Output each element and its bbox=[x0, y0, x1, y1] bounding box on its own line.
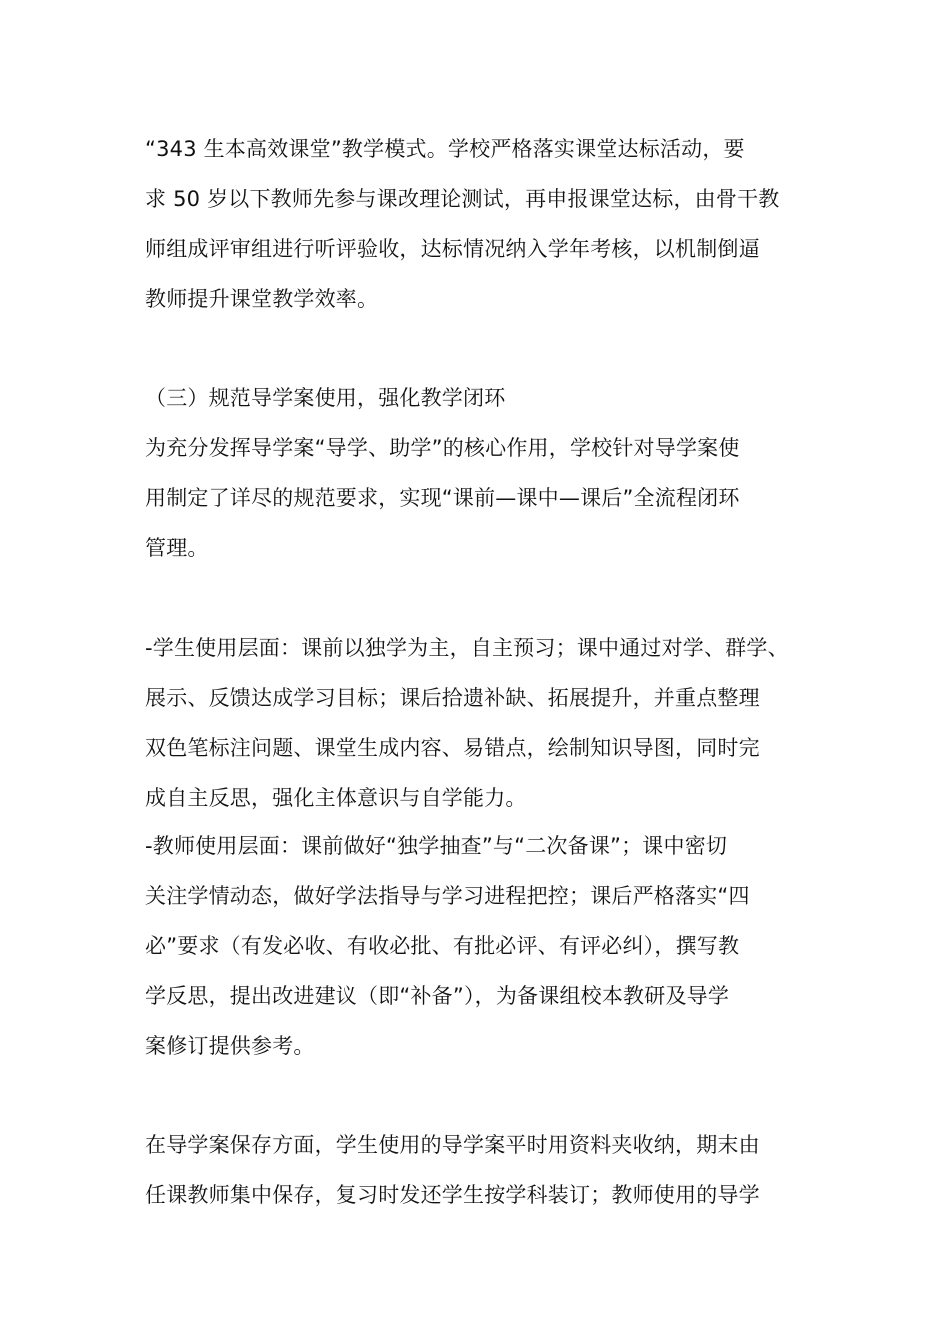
text-line: 关注学情动态，做好学法指导与学习进程把控；课后严格落实“四 bbox=[145, 884, 750, 908]
text-line: 必”要求（有发必收、有收必批、有批必评、有评必纠），撰写教 bbox=[145, 934, 740, 958]
text-line: 展示、反馈达成学习目标；课后拾遗补缺、拓展提升，并重点整理 bbox=[145, 686, 760, 710]
text-line: 任课教师集中保存，复习时发还学生按学科装订；教师使用的导学 bbox=[145, 1183, 760, 1207]
text-line: 管理。 bbox=[145, 536, 209, 560]
text-line: 用制定了详尽的规范要求，实现“课前—课中—课后”全流程闭环 bbox=[145, 486, 740, 510]
text-line: 案修订提供参考。 bbox=[145, 1034, 315, 1058]
text-line: 求 50 岁以下教师先参与课改理论测试，再申报课堂达标，由骨干教 bbox=[145, 187, 780, 211]
text-line: “343 生本高效课堂”教学模式。学校严格落实课堂达标活动，要 bbox=[145, 137, 745, 161]
text-line: -学生使用层面：课前以独学为主，自主预习；课中通过对学、群学、 bbox=[145, 636, 789, 660]
text-line: 教师提升课堂教学效率。 bbox=[145, 287, 379, 311]
text-line: 成自主反思，强化主体意识与自学能力。 bbox=[145, 786, 527, 810]
text-line: 双色笔标注问题、课堂生成内容、易错点，绘制知识导图，同时完 bbox=[145, 736, 760, 760]
text-line: 师组成评审组进行听评验收，达标情况纳入学年考核，以机制倒逼 bbox=[145, 237, 760, 261]
section-heading: （三）规范导学案使用，强化教学闭环 bbox=[145, 386, 506, 410]
text-line: 为充分发挥导学案“导学、助学”的核心作用，学校针对导学案使 bbox=[145, 436, 740, 460]
text-line: -教师使用层面：课前做好“独学抽查”与“二次备课”；课中密切 bbox=[145, 834, 728, 858]
text-line: 在导学案保存方面，学生使用的导学案平时用资料夹收纳，期末由 bbox=[145, 1133, 760, 1157]
text-line: 学反思，提出改进建议（即“补备”），为备课组校本教研及导学 bbox=[145, 984, 730, 1008]
